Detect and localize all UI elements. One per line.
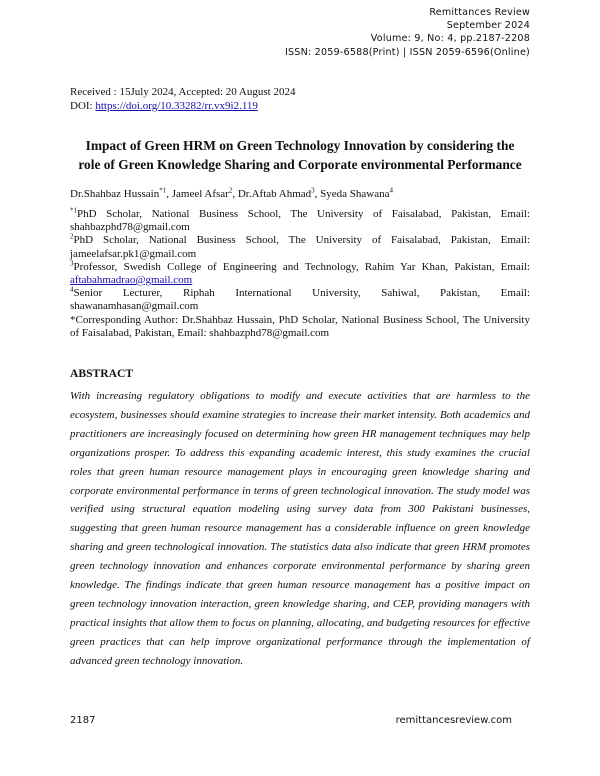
issn-line: ISSN: 2059-6588(Print) | ISSN 2059-6596(Online) bbox=[284, 46, 530, 58]
abstract-text: With increasing regulatory obligations to modify and execute activities that are harmless to the ecosystem, businesses should examine strategies to increase their market intensity. Both academics and practitioners are increasingly focused on determining how green HR management techniques may help organizations prosper. To address this expanding academic interest, this study examines the crucial roles that green human resource management plays in encouraging green knowledge sharing and corporate environmental performance in terms of green technological innovation. The study model was verified using structural equation modeling using survey data from 300 Pakistani businesses, suggesting that green human resource management has a considerable influence on green knowledge sharing and green technological innovation. The statistics data also indicate that green HRM promotes green technology innovation and enhances corporate environmental performance by sharing green knowledge. The findings indicate that green human resource management has a positive impact on green technology innovation interaction, green knowledge sharing, and CEP, providing managers with practical insights that allow them to focus on planning, allocating, and budgeting resources for effective green practices that can help improve organizational performance through the implementation of advanced green technology innovation. bbox=[70, 390, 530, 667]
abstract-heading: ABSTRACT bbox=[70, 367, 134, 380]
volume-line: Volume: 9, No: 4, pp.2187-2208 bbox=[370, 33, 530, 45]
author-name: Jameel Afsar bbox=[171, 188, 229, 200]
affiliation: $^4$Senior Lecturer, Riphah International University, Sahiwal, Pakistan, Email: shawanamhasan@gmail.com bbox=[70, 285, 530, 313]
affiliation: $^3$Professor, Swedish College of Engineering and Technology, Rahim Yar Khan, Pakistan, Email: aftabahmadrao@gmail.com bbox=[70, 259, 530, 287]
affiliation: $^{*1}$PhD Scholar, National Business School, The University of Faisalabad, Pakistan, Email: shahbazphd78@gmail.com bbox=[70, 206, 530, 234]
author-mark: 3 bbox=[311, 186, 315, 195]
author-mark: 4 bbox=[389, 186, 394, 195]
journal-name: Remittances Review bbox=[429, 7, 530, 18]
author-name: Dr.Aftab Ahmad bbox=[237, 188, 312, 200]
email-link[interactable]: aftabahmadrao@gmail.com bbox=[70, 274, 193, 287]
journal-header bbox=[285, 6, 530, 59]
author-mark: 2 bbox=[228, 186, 233, 195]
page-number: 2187 bbox=[70, 715, 96, 726]
footer-site: remittancesreview.com bbox=[395, 715, 512, 726]
author-name: Dr.Shahbaz Hussain bbox=[70, 188, 160, 200]
author-name: Syeda Shawana bbox=[320, 188, 390, 200]
article-meta bbox=[70, 86, 295, 113]
title-line-1: Impact of Green HRM on Green Technology Innovation by considering the bbox=[85, 138, 515, 153]
paper-title bbox=[70, 137, 530, 174]
title-line-2: role of Green Knowledge Sharing and Corporate environmental Performance bbox=[78, 156, 522, 172]
issue-date: September 2024 bbox=[446, 20, 530, 32]
doi-line bbox=[70, 100, 295, 114]
doi-label: DOI: bbox=[70, 99, 96, 112]
received-line: Received : 15July 2024, Accepted: 20 August 2024 bbox=[70, 86, 296, 98]
author-list: Dr.Shahbaz Hussain$^{*1}$, Jameel Afsar$^2$, Dr.Aftab Ahmad$^3$, Syeda Shawana$^4$ bbox=[70, 186, 394, 200]
author-mark: *1 bbox=[159, 186, 167, 195]
corresponding-author: *Corresponding Author: Dr.Shahbaz Hussain, PhD Scholar, National Business School, The University of Faisalabad, Pakistan, Email: shahbazphd78@gmail.com bbox=[70, 313, 530, 339]
doi-link[interactable]: https://doi.org/10.33282/rr.vx9i2.119 bbox=[95, 99, 258, 112]
affiliation: $^2$PhD Scholar, National Business School, The University of Faisalabad, Pakistan, Email: jameelafsar.pk1@gmail.com bbox=[70, 232, 530, 260]
affiliations bbox=[70, 208, 530, 340]
